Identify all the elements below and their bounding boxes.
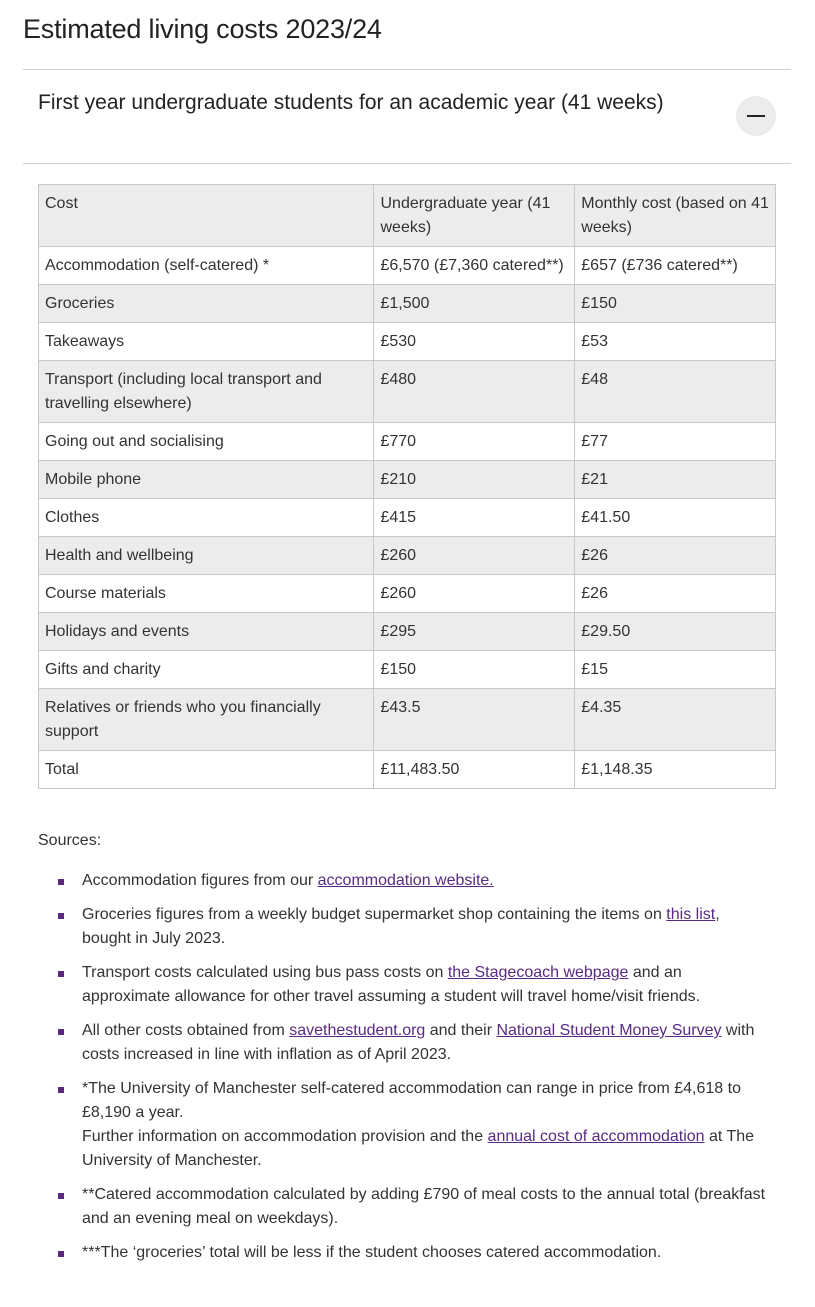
- table-cell: Accommodation (self-catered) *: [39, 247, 374, 285]
- source-text: Accommodation figures from our: [82, 872, 318, 889]
- table-row: [39, 499, 776, 537]
- table-cell: £260: [374, 575, 575, 613]
- table-cell: £77: [575, 423, 776, 461]
- table-row: [39, 247, 776, 285]
- table-cell: Going out and socialising: [39, 423, 374, 461]
- table-cell: £150: [575, 285, 776, 323]
- living-costs-table: [38, 184, 776, 789]
- table-cell: £480: [374, 361, 575, 423]
- source-text: **Catered accommodation calculated by adding £790 of meal costs to the annual total (breakfast and an evening meal on weekdays).: [82, 1186, 766, 1227]
- source-text: All other costs obtained from: [82, 1022, 290, 1039]
- source-text: Groceries figures from a weekly budget supermarket shop containing the items on: [82, 906, 667, 923]
- table-cell: £4.35: [575, 689, 776, 751]
- page-title: Estimated living costs 2023/24: [23, 14, 382, 44]
- table-cell: Takeaways: [39, 323, 374, 361]
- source-text: and an approximate allowance for other travel assuming a student will travel home/visit friends.: [82, 964, 701, 1005]
- table-cell: £43.5: [374, 689, 575, 751]
- table-row: [39, 613, 776, 651]
- table-header-cell: Undergraduate year (41 weeks): [374, 185, 575, 247]
- table-cell: £415: [374, 499, 575, 537]
- source-text: at The University of Manchester.: [82, 1128, 755, 1169]
- list-item: [57, 961, 772, 1009]
- collapse-button[interactable]: [736, 96, 776, 136]
- table-row: [39, 651, 776, 689]
- table-cell: £6,570 (£7,360 catered**): [374, 247, 575, 285]
- sources-label: Sources:: [38, 832, 102, 849]
- table-cell: £657 (£736 catered**): [575, 247, 776, 285]
- list-item: [57, 1019, 772, 1067]
- source-text: with costs increased in line with inflation as of April 2023.: [82, 1022, 755, 1063]
- table-row: [39, 361, 776, 423]
- square-bullet-icon: [58, 1087, 64, 1093]
- stagecoach-link[interactable]: the Stagecoach webpage: [447, 964, 629, 981]
- list-item: [57, 1183, 772, 1231]
- list-item: [57, 869, 772, 893]
- table-cell: £210: [374, 461, 575, 499]
- money-survey-link[interactable]: National Student Money Survey: [496, 1022, 722, 1039]
- table-cell: £1,500: [374, 285, 575, 323]
- table-header-cell: Cost: [39, 185, 374, 247]
- source-text: ***The ‘groceries’ total will be less if the student chooses catered accommodation.: [82, 1244, 662, 1261]
- table-cell: Clothes: [39, 499, 374, 537]
- table-cell: Health and wellbeing: [39, 537, 374, 575]
- table-cell: Relatives or friends who you financially support: [39, 689, 374, 751]
- table-cell: £26: [575, 537, 776, 575]
- list-item: [57, 903, 772, 951]
- table-row: [39, 689, 776, 751]
- list-item: [57, 1077, 772, 1173]
- table-row: [39, 423, 776, 461]
- table-cell: Total: [39, 751, 374, 789]
- table-cell: Gifts and charity: [39, 651, 374, 689]
- square-bullet-icon: [58, 879, 64, 885]
- square-bullet-icon: [58, 1251, 64, 1257]
- annual-cost-link[interactable]: annual cost of accommodation: [487, 1128, 705, 1145]
- table-cell: Transport (including local transport and travelling elsewhere): [39, 361, 374, 423]
- source-text: , bought in July 2023.: [82, 906, 720, 947]
- table-cell: £41.50: [575, 499, 776, 537]
- table-cell: £11,483.50: [374, 751, 575, 789]
- minus-icon: [747, 115, 765, 117]
- accordion-title[interactable]: First year undergraduate students for an academic year (41 weeks): [38, 91, 664, 114]
- table-cell: £295: [374, 613, 575, 651]
- table-total-row: [39, 751, 776, 789]
- table-cell: £15: [575, 651, 776, 689]
- source-text: and their: [425, 1022, 497, 1039]
- table-row: [39, 323, 776, 361]
- square-bullet-icon: [58, 913, 64, 919]
- table-cell: £29.50: [575, 613, 776, 651]
- table-cell: £1,148.35: [575, 751, 776, 789]
- square-bullet-icon: [58, 1193, 64, 1199]
- table-row: [39, 285, 776, 323]
- table-header-cell: Monthly cost (based on 41 weeks): [575, 185, 776, 247]
- savethestudent-link[interactable]: savethestudent.org: [289, 1022, 426, 1039]
- this-list-link[interactable]: this list: [666, 906, 716, 923]
- divider: [23, 69, 791, 70]
- table-cell: Mobile phone: [39, 461, 374, 499]
- accommodation-website-link[interactable]: accommodation website.: [317, 872, 494, 889]
- table-row: [39, 537, 776, 575]
- source-text: *The University of Manchester self-catered accommodation can range in price from £4,618 to £8,190 a year.: [82, 1080, 741, 1121]
- square-bullet-icon: [58, 1029, 64, 1035]
- table-row: [39, 461, 776, 499]
- source-text: Further information on accommodation provision and the: [82, 1128, 488, 1145]
- table-cell: Groceries: [39, 285, 374, 323]
- table-cell: £53: [575, 323, 776, 361]
- table-cell: £260: [374, 537, 575, 575]
- source-text: Transport costs calculated using bus pass costs on: [82, 964, 448, 981]
- table-cell: £21: [575, 461, 776, 499]
- table-header-row: [39, 185, 776, 247]
- table-cell: £26: [575, 575, 776, 613]
- square-bullet-icon: [58, 971, 64, 977]
- table-row: [39, 575, 776, 613]
- sources-list: [57, 869, 772, 1275]
- table-cell: £770: [374, 423, 575, 461]
- table-cell: £150: [374, 651, 575, 689]
- list-item: [57, 1241, 772, 1265]
- table-cell: Holidays and events: [39, 613, 374, 651]
- table-cell: £48: [575, 361, 776, 423]
- table-cell: £530: [374, 323, 575, 361]
- divider: [23, 163, 791, 164]
- table-cell: Course materials: [39, 575, 374, 613]
